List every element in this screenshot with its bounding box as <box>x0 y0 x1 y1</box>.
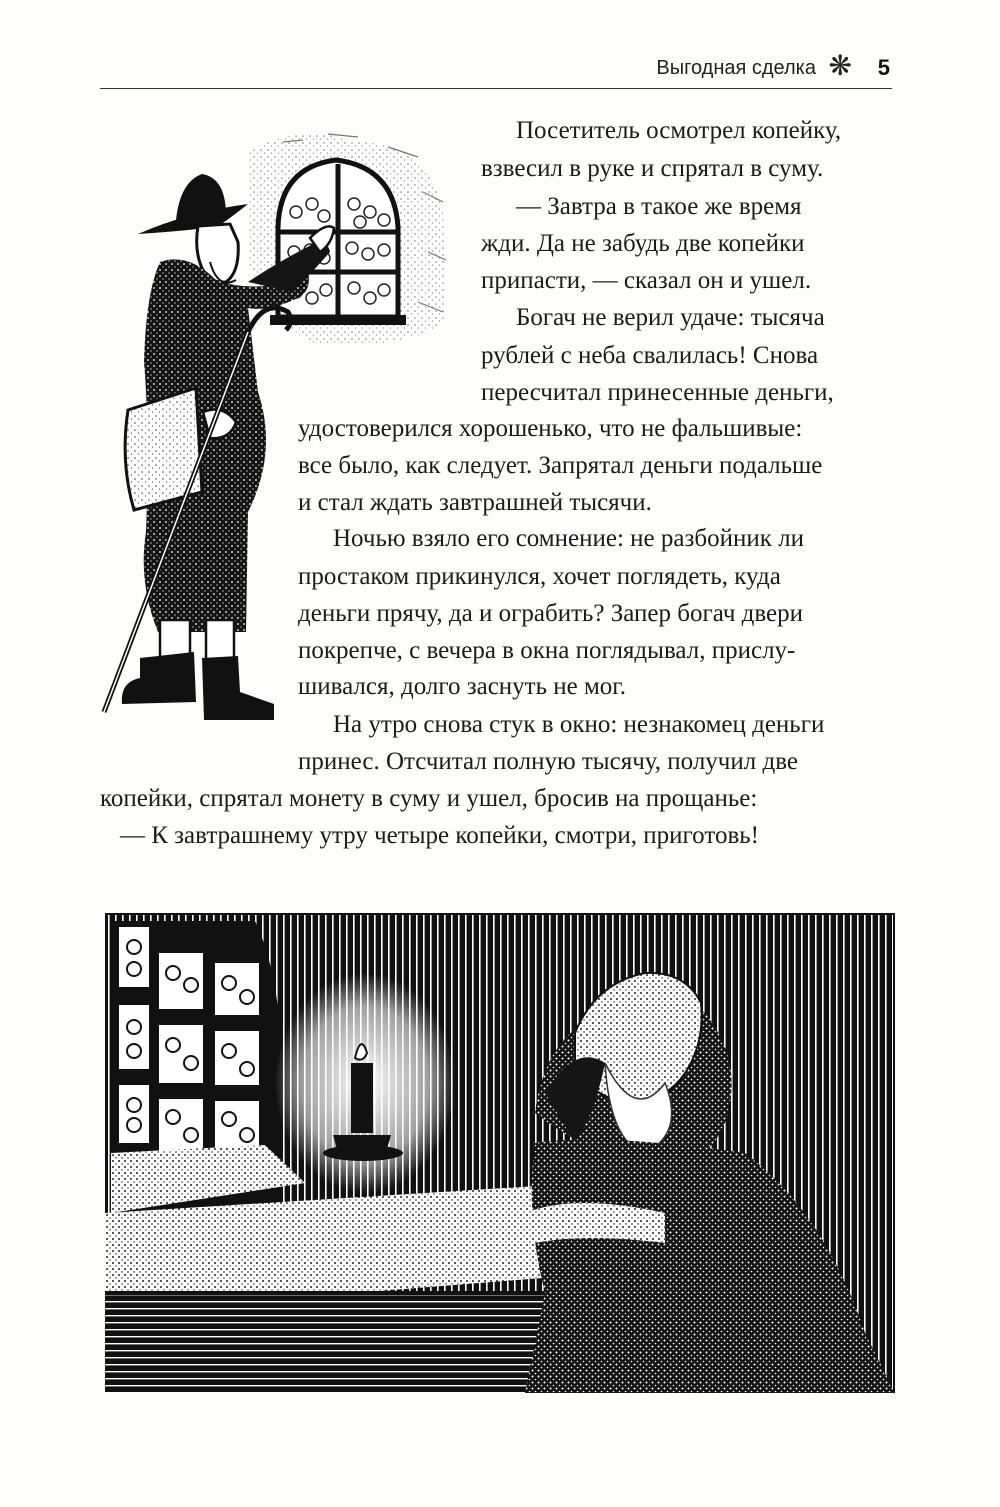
text-line: и стал ждать завтрашней тысячи. <box>298 489 652 516</box>
text-line: рублей с неба свалилась! Снова <box>481 342 819 369</box>
text-line: простаком прикинулся, хочет поглядеть, куда <box>298 563 781 590</box>
text-line: — Завтра в такое же время <box>516 193 802 220</box>
text-line: деньги прячу, да и ограбить? Запер богач двери <box>298 600 804 627</box>
text-line: взвесил в руке и спрятал в суму. <box>481 155 824 182</box>
text-line: Посетитель осмотрел копейку, <box>516 117 842 144</box>
text-line: — К завтрашнему утру четыре копейки, смотри, приготовь! <box>120 822 759 849</box>
text-line: шивался, долго заснуть не мог. <box>298 673 626 700</box>
text-line: покрепче, с вечера в окна поглядывал, прислу- <box>298 637 796 664</box>
text-line: удостоверился хорошенько, что не фальшивые: <box>298 415 803 442</box>
running-header-title: Выгодная сделка <box>656 57 816 79</box>
text-line: все было, как следует. Запрятал деньги подальше <box>298 452 823 479</box>
running-header <box>100 49 892 89</box>
text-line: На утро снова стук в окно: незнакомец деньги <box>333 711 825 738</box>
text-line: Ночью взяло его сомнение: не разбойник ли <box>333 525 804 552</box>
text-line: принес. Отсчитал полную тысячу, получил две <box>298 748 798 775</box>
page-number: 5 <box>877 55 890 80</box>
text-line: копейки, спрятал монету в суму и ушел, бросив на прощанье: <box>100 785 758 812</box>
old-man-by-candle-illustration <box>105 913 895 1393</box>
ornament-icon: ❋ <box>828 49 852 82</box>
text-line: пересчитал принесенные деньги, <box>481 379 834 406</box>
text-line: Богач не верил удаче: тысяча <box>516 304 825 331</box>
text-line: припасти, — сказал он и ушел. <box>481 267 812 294</box>
text-line: жди. Да не забудь две копейки <box>481 230 805 257</box>
